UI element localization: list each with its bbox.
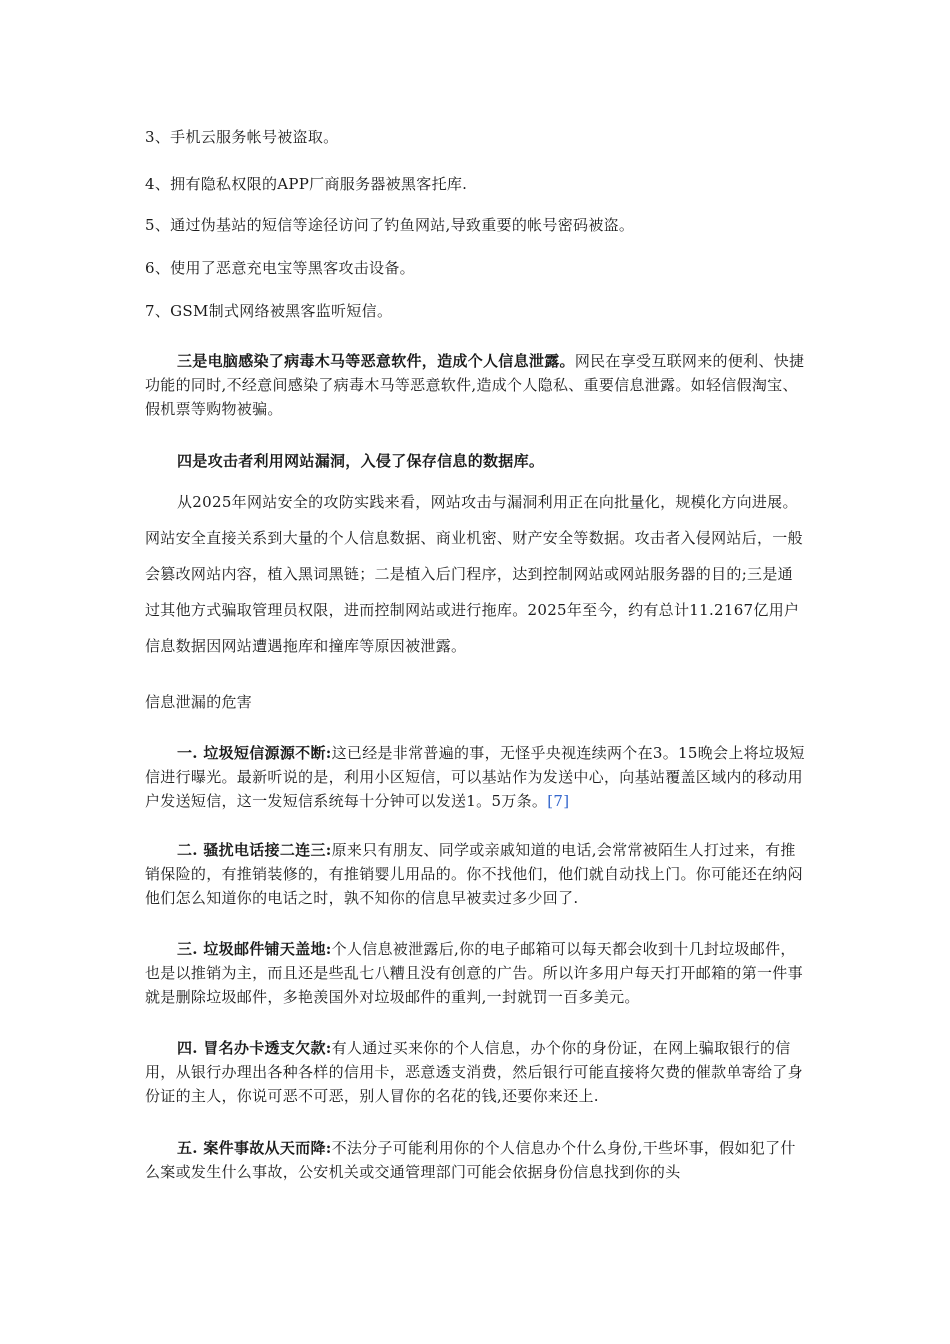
- citation-link[interactable]: [7]: [547, 792, 570, 810]
- harm-2-heading: 二. 骚扰电话接二连三:: [177, 841, 332, 859]
- section-4-text: 从2025年网站安全的攻防实践来看，网站攻击与漏洞利用正在向批量化，规模化方向进展。网站安全直接关系到大量的个人信息数据、商业机密、财产安全等数据。攻击者入侵网站后，一般会篡改网站内容，植入黑词黑链；二是植入后门程序，达到控制网站或网站服务器的目的;三是通过其他方式骗取管理员权限，进而控制网站或进行拖库。2025年至今，约有总计11.2167亿用户信息数据因网站遭遇拖库和撞库等原因被泄露。: [145, 493, 803, 655]
- list-item: 4、拥有隐私权限的APP厂商服务器被黑客托库.: [145, 175, 468, 193]
- list-item: 7、GSM制式网络被黑客监听短信。: [145, 302, 393, 320]
- harm-paragraph-1: [145, 741, 805, 813]
- section-3-text: 网民在享受互联网来的便利、快捷功能的同时,不经意间感染了病毒木马等恶意软件,造成个人隐私、重要信息泄露。如轻信假淘宝、假机票等购物被骗。: [145, 352, 805, 418]
- list-item: 6、使用了恶意充电宝等黑客攻击设备。: [145, 259, 415, 277]
- harm-paragraph-2: [145, 838, 805, 910]
- harm-paragraph-4: [145, 1036, 805, 1108]
- harm-paragraph-3: [145, 937, 805, 1009]
- harm-paragraph-5: [145, 1136, 805, 1184]
- section-3-paragraph: [145, 349, 805, 421]
- list-item: 5、通过伪基站的短信等途径访问了钓鱼网站,导致重要的帐号密码被盗。: [145, 216, 635, 234]
- harm-1-heading: 一. 垃圾短信源源不断:: [177, 744, 332, 762]
- harm-4-text: 有人通过买来你的个人信息，办个你的身份证，在网上骗取银行的信用，从银行办理出各种各样的信用卡，恶意透支消费，然后银行可能直接将欠费的催款单寄给了身份证的主人，你说可恶不可恶，别人冒你的名花的钱,还要你来还上.: [145, 1039, 803, 1105]
- harm-4-heading: 四. 冒名办卡透支欠款:: [177, 1039, 332, 1057]
- harm-3-heading: 三. 垃圾邮件铺天盖地:: [177, 940, 332, 958]
- harm-section-title: 信息泄漏的危害: [145, 693, 253, 711]
- list-item: 3、手机云服务帐号被盗取。: [145, 128, 339, 146]
- section-4-heading: 四是攻击者利用网站漏洞，入侵了保存信息的数据库。: [177, 452, 545, 470]
- section-3-heading: 三是电脑感染了病毒木马等恶意软件，造成个人信息泄露。: [177, 352, 575, 370]
- harm-3-text: 个人信息被泄露后,你的电子邮箱可以每天都会收到十几封垃圾邮件，也是以推销为主，而且还是些乱七八糟且没有创意的广告。所以许多用户每天打开邮箱的第一件事就是删除垃圾邮件，多艳羡国外对垃圾邮件的重判,一封就罚一百多美元。: [145, 940, 803, 1006]
- harm-1-text: 这已经是非常普遍的事，无怪乎央视连续两个在3。15晚会上将垃圾短信进行曝光。最新听说的是，利用小区短信，可以基站作为发送中心，向基站覆盖区域内的移动用户发送短信，这一发短信系统每十分钟可以发送1。5万条。: [145, 744, 805, 810]
- harm-5-heading: 五. 案件事故从天而降:: [177, 1139, 332, 1157]
- harm-2-text: 原来只有朋友、同学或亲戚知道的电话,会常常被陌生人打过来，有推销保险的，有推销装修的，有推销婴儿用品的。你不找他们，他们就自动找上门。你可能还在纳闷他们怎么知道你的电话之时，孰不知你的信息早被卖过多少回了.: [145, 841, 803, 907]
- harm-5-text: 不法分子可能利用你的个人信息办个什么身份,干些坏事，假如犯了什么案或发生什么事故，公安机关或交通管理部门可能会依据身份信息找到你的头: [145, 1139, 796, 1181]
- section-4-paragraph: [145, 484, 805, 664]
